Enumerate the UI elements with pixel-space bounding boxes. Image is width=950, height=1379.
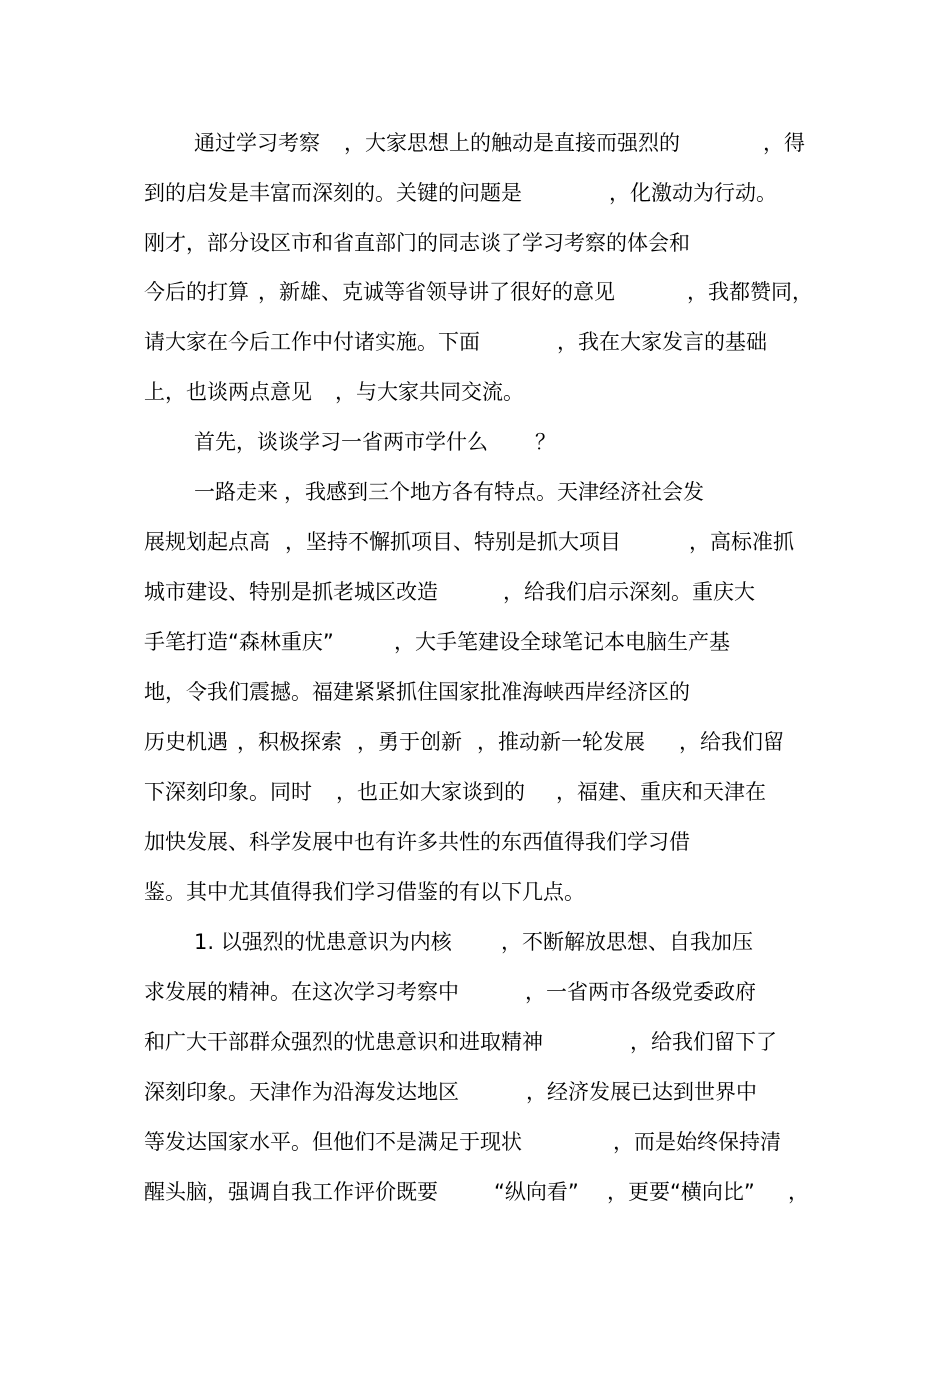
text-segment: 城市建设、特别是抓老城区改造 — [144, 580, 438, 604]
text-segment: 请大家在今后工作中付诸实施。下面 — [144, 330, 480, 354]
text-segment: ，大手笔建设全球笔记本电脑生产基 — [394, 630, 730, 654]
text-line — [0, 375, 950, 409]
text-segment: ，新雄、克诚等省领导讲了很好的意见 — [258, 280, 615, 304]
text-segment: ，我都赞同， — [687, 280, 813, 304]
text-line — [0, 325, 950, 359]
text-segment: 1. 以强烈的忧患意识为内核 — [194, 930, 452, 954]
text-segment: 求发展的精神。在这次学习考察中 — [144, 980, 459, 1004]
text-line — [0, 475, 950, 509]
text-line — [0, 275, 950, 309]
text-segment: 历史机遇 — [144, 730, 228, 754]
text-segment: ，一省两市各级党委政府 — [525, 980, 756, 1004]
text-segment: ，化激动为行动。 — [609, 181, 777, 205]
text-segment: 鉴。其中尤其值得我们学习借鉴的有以下几点。 — [144, 880, 585, 904]
text-segment: ，给我们留 — [679, 730, 784, 754]
text-line — [0, 975, 950, 1009]
text-segment: ， — [788, 1180, 809, 1204]
text-line — [0, 725, 950, 759]
text-segment: 通过学习考察 — [194, 131, 320, 155]
text-line — [0, 825, 950, 859]
text-segment: 刚才，部分设区市和省直部门的同志谈了学习考察的体会和 — [144, 231, 690, 255]
text-segment: 今后的打算 — [144, 280, 249, 304]
text-line — [0, 525, 950, 559]
text-segment: ，我在大家发言的基础 — [557, 330, 767, 354]
text-segment: 和广大干部群众强烈的忧患意识和进取精神 — [144, 1030, 543, 1054]
text-line — [0, 226, 950, 260]
text-segment: ，大家思想上的触动是直接而强烈的 — [344, 131, 680, 155]
text-segment: ，积极探索 — [237, 730, 342, 754]
text-segment: ，更要“横向比” — [607, 1180, 755, 1204]
text-segment: ，推动新一轮发展 — [477, 730, 645, 754]
text-segment: 到的启发是丰富而深刻的。关键的问题是 — [144, 181, 522, 205]
text-line — [0, 575, 950, 609]
text-line — [0, 1175, 950, 1209]
text-segment: “纵向看” — [494, 1180, 579, 1204]
text-line — [0, 625, 950, 659]
text-line — [0, 675, 950, 709]
text-segment: 一路走来 — [194, 480, 278, 504]
text-segment: ，高标准抓 — [689, 530, 794, 554]
text-segment: ，福建、重庆和天津在 — [556, 780, 766, 804]
text-line — [0, 126, 950, 160]
text-line — [0, 775, 950, 809]
text-segment: 首先，谈谈学习一省两市学什么 — [194, 430, 488, 454]
text-segment: 手笔打造“森林重庆” — [144, 630, 334, 654]
text-line — [0, 1125, 950, 1159]
text-line — [0, 176, 950, 210]
text-line — [0, 425, 950, 459]
text-segment: 深刻印象。天津作为沿海发达地区 — [144, 1080, 459, 1104]
text-segment: ？ — [535, 430, 556, 454]
text-segment: ，而是始终保持清 — [613, 1130, 781, 1154]
text-segment: 下深刻印象。同时 — [144, 780, 312, 804]
text-segment: 加快发展、科学发展中也有许多共性的东西值得我们学习借 — [144, 830, 690, 854]
text-segment: ，不断解放思想、自我加压 — [501, 930, 753, 954]
text-segment: 展规划起点高 — [144, 530, 270, 554]
text-segment: ，得 — [763, 131, 805, 155]
text-line — [0, 875, 950, 909]
text-segment: ，给我们留下了 — [630, 1030, 777, 1054]
text-segment: 醒头脑，强调自我工作评价既要 — [144, 1180, 438, 1204]
text-segment: ，勇于创新 — [357, 730, 462, 754]
text-line — [0, 925, 950, 959]
text-segment: ，与大家共同交流。 — [335, 380, 524, 404]
text-segment: ，也正如大家谈到的 — [336, 780, 525, 804]
text-segment: ，坚持不懈抓项目、特别是抓大项目 — [285, 530, 621, 554]
text-segment: ，我感到三个地方各有特点。天津经济社会发 — [284, 480, 704, 504]
text-segment: 上，也谈两点意见 — [144, 380, 312, 404]
text-segment: ，经济发展已达到世界中 — [526, 1080, 757, 1104]
text-segment: 等发达国家水平。但他们不是满足于现状 — [144, 1130, 522, 1154]
text-segment: ，给我们启示深刻。重庆大 — [503, 580, 755, 604]
text-line — [0, 1075, 950, 1109]
text-line — [0, 1025, 950, 1059]
text-segment: 地，令我们震撼。福建紧紧抓住国家批准海峡西岸经济区的 — [144, 680, 690, 704]
